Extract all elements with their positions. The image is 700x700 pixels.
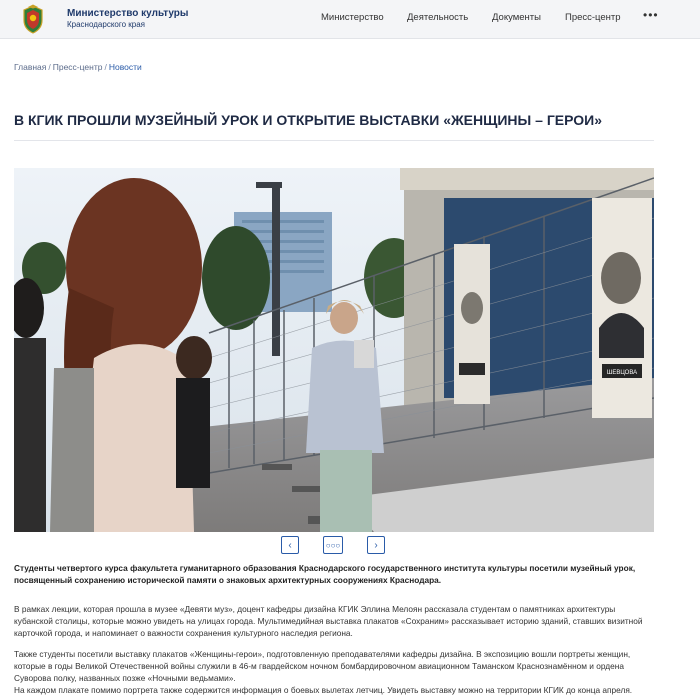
gallery-prev-button[interactable]: ‹ xyxy=(281,536,299,554)
article-lead: Студенты четвертого курса факультета гуманитарного образования Краснодарского государственного института культуры посетили музейный урок, посвященный сохранению исторической памяти о знаковых архитектурных сооружениях Краснодара. xyxy=(14,563,636,585)
nav-ministry[interactable]: Министерство xyxy=(321,12,384,23)
breadcrumb-home[interactable]: Главная xyxy=(14,62,47,72)
ministry-title[interactable]: Министерство культуры xyxy=(67,8,189,19)
nav-documents[interactable]: Документы xyxy=(492,12,541,23)
breadcrumb xyxy=(14,62,142,72)
photo-scene xyxy=(14,168,654,532)
article-paragraph: На каждом плакате помимо портрета также содержится информация о боевых вылетах летчиц. Увидеть выставку можно на территории КГИК до конца апреля. xyxy=(14,685,633,695)
page-title: В КГИК ПРОШЛИ МУЗЕЙНЫЙ УРОК И ОТКРЫТИЕ ВЫСТАВКИ «ЖЕНЩИНЫ – ГЕРОИ» xyxy=(14,112,602,128)
breadcrumb-separator: / xyxy=(104,62,107,72)
title-divider xyxy=(14,140,654,141)
breadcrumb-separator: / xyxy=(48,62,51,72)
article-paragraph: В рамках лекции, которая прошла в музее «Девяти муз», доцент кафедры дизайна КГИК Эллина Мелоян рассказала студентам о памятниках архитектуры кубанской столицы, которые можно увидеть на улицах города. Мультимедийная выставка плакатов «Сохраним» рассказывает историю зданий, ставших визитной карточкой города, и напоминает о важности сохранения культурного наследия региона. xyxy=(14,604,643,638)
article-photo[interactable] xyxy=(14,168,654,532)
gallery-next-button[interactable]: › xyxy=(367,536,385,554)
nav-activity[interactable]: Деятельность xyxy=(407,12,469,23)
article-paragraph: Также студенты посетили выставку плакатов «Женщины-герои», подготовленную преподавателями кафедры дизайна. В экспозицию вошли портреты женщин, которые в годы Великой Отечественной войны служили в 46-м гвардейском ночном бомбардировочном авиационном Таманском Краснознамённом и ордена Суворова полку, названных позже «Ночными ведьмами». xyxy=(14,649,631,683)
ministry-subtitle: Краснодарского края xyxy=(67,20,145,29)
nav-press-center[interactable]: Пресс-центр xyxy=(565,12,621,23)
breadcrumb-news[interactable]: Новости xyxy=(108,62,142,72)
coat-of-arms-logo[interactable] xyxy=(20,4,46,34)
gallery-thumbnails-button[interactable]: ○○○ xyxy=(323,536,343,554)
breadcrumb-press-center[interactable]: Пресс-центр xyxy=(52,62,103,72)
poster-name-label: ШЕВЦОВА xyxy=(606,370,638,376)
more-menu-icon[interactable]: ••• xyxy=(643,8,659,22)
site-header xyxy=(0,0,700,39)
